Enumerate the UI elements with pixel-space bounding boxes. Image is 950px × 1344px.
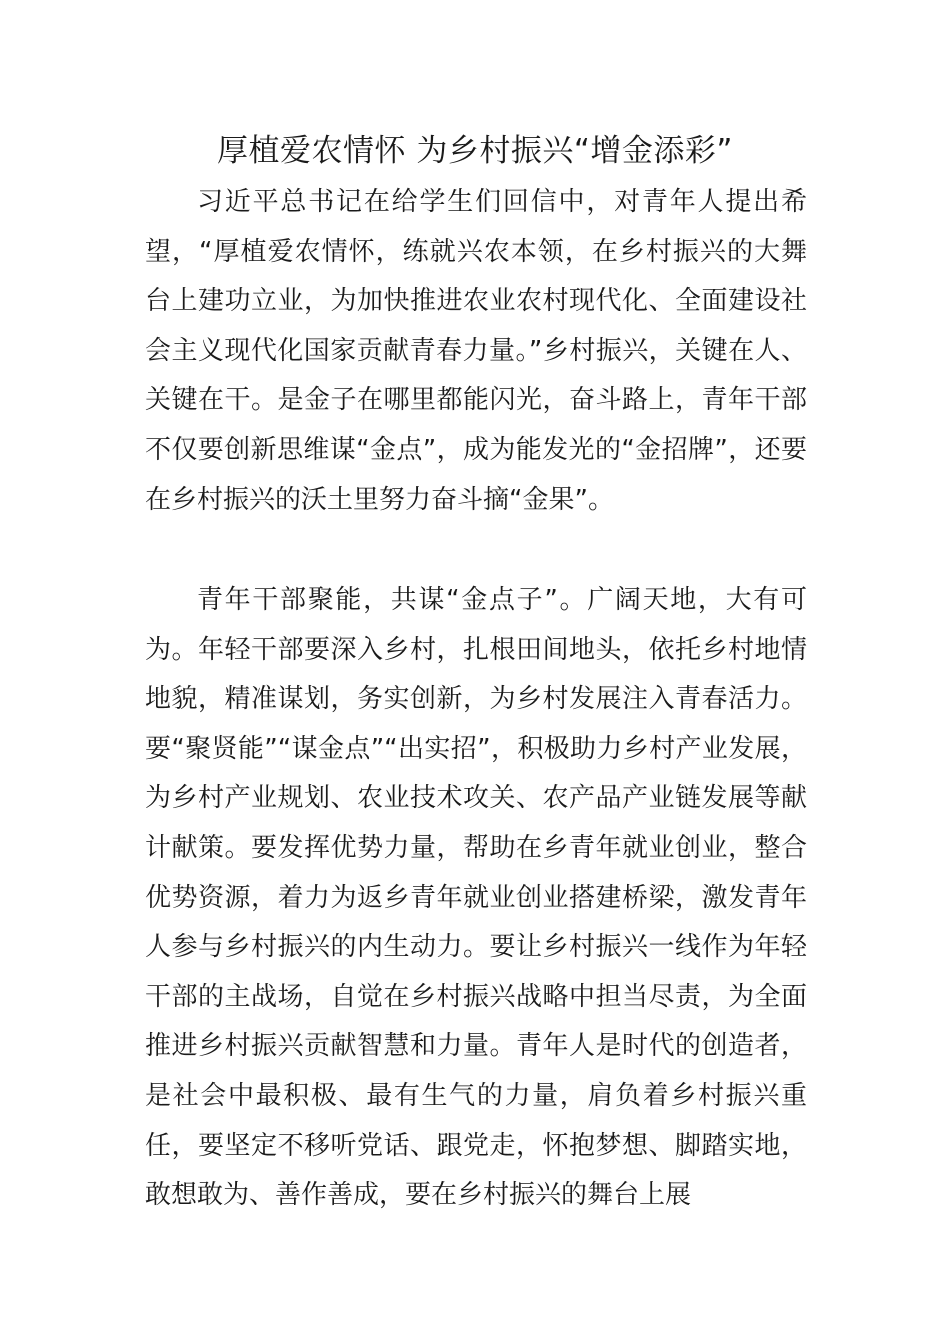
paragraph-intro: 习近平总书记在给学生们回信中，对青年人提出希望，“厚植爱农情怀，练就兴农本领，在乡村振兴的大舞台上建功立业，为加快推进农业农村现代化、全面建设社会主义现代化国家贡献青春力量。”乡村振兴，关键在人、关键在干。是金子在哪里都能闪光，奋斗路上，青年干部不仅要创新思维谋“金点”，成为能发光的“金招牌”，还要在乡村振兴的沃土里努力奋斗摘“金果”。 bbox=[145, 187, 807, 515]
paragraph-golden-ideas: 青年干部聚能，共谋“金点子”。广阔天地，大有可为。年轻干部要深入乡村，扎根田间地头，依托乡村地情地貌，精准谋划，务实创新，为乡村发展注入青春活力。要“聚贤能”“谋金点”“出实招”，积极助力乡村产业发展，为乡村产业规划、农业技术攻关、农产品产业链发展等献计献策。要发挥优势力量，帮助在乡青年就业创业，整合优势资源，着力为返乡青年就业创业搭建桥梁，激发青年人参与乡村振兴的内生动力。要让乡村振兴一线作为年轻干部的主战场，自觉在乡村振兴战略中担当尽责，为全面推进乡村振兴贡献智慧和力量。青年人是时代的创造者，是社会中最积极、最有生气的力量，肩负着乡村振兴重任，要坚定不移听党话、跟党走，怀抱梦想、脚踏实地，敢想敢为、善作善成，要在乡村振兴的舞台上展 bbox=[145, 585, 807, 1211]
article-title: 厚植爱农情怀 为乡村振兴“增金添彩” bbox=[217, 133, 733, 169]
